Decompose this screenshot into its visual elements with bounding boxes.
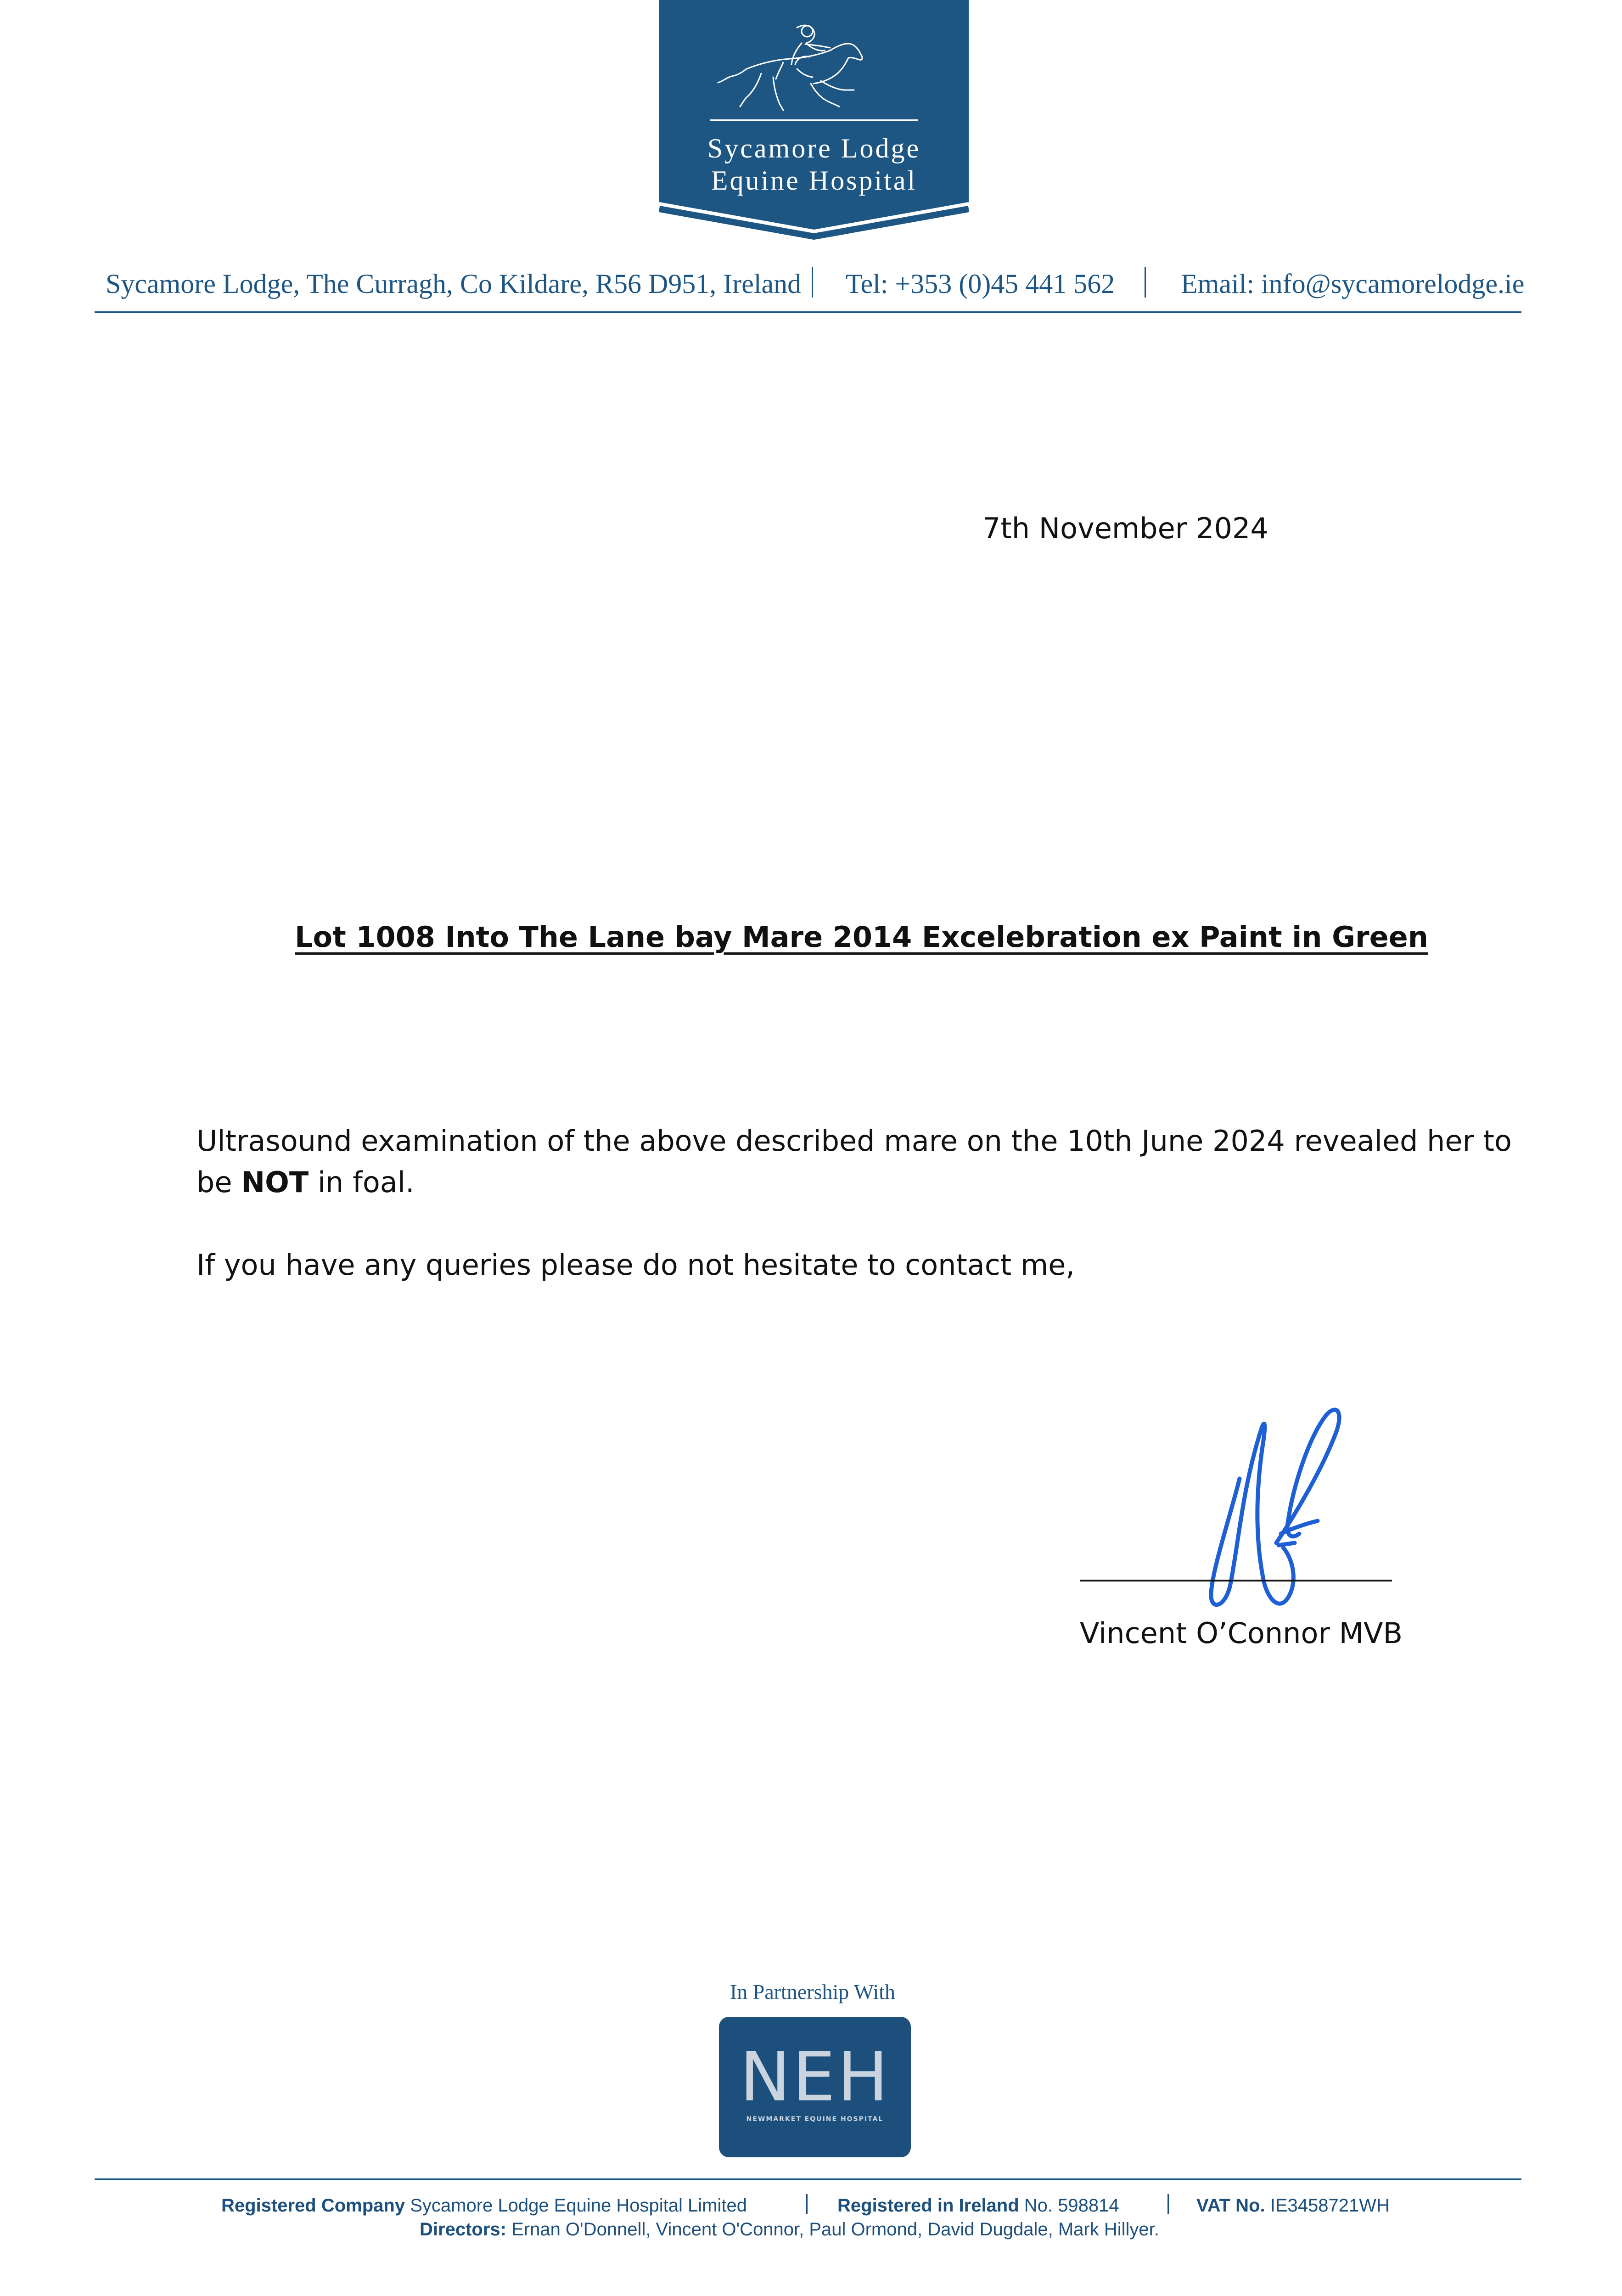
- neh-logo-letters: NEH: [740, 2037, 890, 2116]
- footer-vat: [1196, 2194, 1390, 2217]
- header-phone[interactable]: Tel: +353 (0)45 441 562: [846, 269, 1115, 299]
- footer-registered-ireland: [837, 2194, 1119, 2217]
- letter-closing: If you have any queries please do not hesitate to contact me,: [196, 1248, 1075, 1282]
- header-address: Sycamore Lodge, The Curragh, Co Kildare, R56 D951, Ireland: [106, 269, 802, 299]
- contact-divider: [812, 267, 813, 298]
- footer-divider: [806, 2194, 808, 2214]
- footer-divider: [1167, 2194, 1169, 2214]
- registered-company-label: Registered Company: [221, 2195, 405, 2216]
- neh-logo-subtext: NEWMARKET EQUINE HOSPITAL: [746, 2116, 884, 2123]
- signatory-name: Vincent O’Connor MVB: [1080, 1616, 1403, 1650]
- body-line2-pre: be: [196, 1165, 241, 1199]
- header-rule: [95, 311, 1521, 313]
- registered-ireland-label: Registered in Ireland: [837, 2195, 1019, 2216]
- letter-subject: Lot 1008 Into The Lane bay Mare 2014 Excelebration ex Paint in Green: [295, 920, 1428, 954]
- registered-ireland-value: No. 598814: [1024, 2195, 1119, 2216]
- header-email[interactable]: Email: info@sycamorelodge.ie: [1181, 269, 1525, 299]
- footer-directors: [420, 2218, 1159, 2241]
- hospital-name-line1: Sycamore Lodge: [707, 133, 921, 163]
- letter-body-line1: Ultrasound examination of the above described mare on the 10th June 2024 revealed her to: [196, 1124, 1512, 1158]
- vat-label: VAT No.: [1196, 2195, 1265, 2216]
- directors-value: Ernan O'Donnell, Vincent O'Connor, Paul Ormond, David Dugdale, Mark Hillyer.: [511, 2219, 1159, 2240]
- footer-rule: [95, 2178, 1521, 2180]
- partnership-label: In Partnership With: [730, 1980, 896, 2003]
- header-logo-banner: [659, 0, 969, 243]
- hospital-name-line2: Equine Hospital: [711, 165, 917, 196]
- directors-label: Directors:: [420, 2219, 506, 2240]
- footer-registered-company: [221, 2194, 747, 2217]
- signature-line: [1080, 1580, 1392, 1581]
- letter-date: 7th November 2024: [982, 512, 1268, 545]
- body-line2-post: in foal.: [309, 1165, 415, 1199]
- letter-body-line2: [196, 1162, 415, 1203]
- registered-company-value: Sycamore Lodge Equine Hospital Limited: [410, 2195, 747, 2216]
- vat-value: IE3458721WH: [1270, 2195, 1390, 2216]
- not-emphasis: NOT: [241, 1165, 309, 1199]
- contact-divider: [1145, 267, 1146, 298]
